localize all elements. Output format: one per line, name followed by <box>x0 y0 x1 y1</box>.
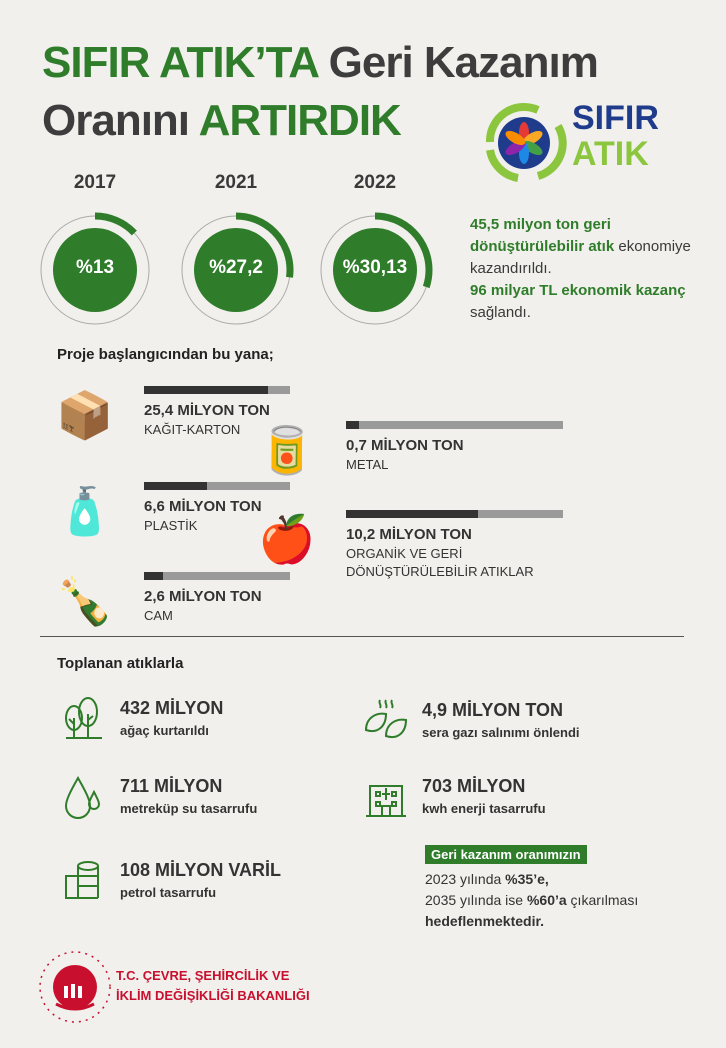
goal-l1a: 2023 yılında <box>425 871 506 887</box>
water-drop-icon <box>58 772 108 822</box>
saving-value: 703 MİLYON <box>422 776 526 796</box>
summary-text-1: ekonomiye kazandırıldı. <box>470 238 691 277</box>
saving-label: petrol tasarrufu <box>120 885 217 900</box>
material-icon-0: 📦 <box>56 389 114 441</box>
title-line-1 <box>42 38 598 88</box>
material-bar <box>144 572 290 580</box>
goal-tag: Geri kazanım oranımızın <box>425 845 587 864</box>
ministry-line-2: İKLİM DEĞİŞİKLİĞİ BAKANLIĞI <box>116 988 310 1003</box>
saving-label: sera gazı salınımı önlendi <box>422 725 580 740</box>
goal-text <box>425 869 638 932</box>
leaf-icon <box>360 696 410 746</box>
title-dark: Geri Kazanım <box>317 38 598 87</box>
rate-value: %30,13 <box>342 257 408 278</box>
title-line-2 <box>42 96 401 146</box>
material-label: KAĞIT-KARTON <box>144 422 241 437</box>
saving-value: 432 MİLYON <box>120 698 224 718</box>
material-icon-4: 🍎 <box>258 513 316 565</box>
material-label: METAL <box>346 457 389 472</box>
ministry-line-1: T.C. ÇEVRE, ŞEHİRCİLİK VE <box>116 968 290 983</box>
saving-label: ağaç kurtarıldı <box>120 723 209 738</box>
rate-value: %13 <box>75 257 115 278</box>
material-label: PLASTİK <box>144 518 198 533</box>
savings-heading: Toplanan atıklarla <box>57 655 184 672</box>
material-bar-fill <box>144 482 207 490</box>
material-label: CAM <box>144 608 173 623</box>
rate-year: 2022 <box>353 172 397 193</box>
rate-year: 2021 <box>214 172 258 193</box>
material-value: 2,6 MİLYON TON <box>144 588 262 605</box>
title-green: SIFIR ATIK’TA <box>42 38 318 87</box>
rate-year: 2017 <box>73 172 117 193</box>
material-bar-fill <box>346 421 359 429</box>
summary-text <box>470 214 710 324</box>
materials-heading: Proje başlangıcından bu yana; <box>57 346 274 363</box>
saving-value: 711 MİLYON <box>120 776 223 796</box>
logo-line-1: SIFIR <box>572 99 659 137</box>
goal-l2a: 2035 yılında ise <box>425 892 527 908</box>
material-value: 0,7 MİLYON TON <box>346 437 464 454</box>
summary-bold-1: 45,5 milyon ton geri dönüştürülebilir atık <box>470 216 615 255</box>
ministry-seal-icon <box>38 948 112 1026</box>
goal-l2b: %60’a <box>526 892 567 908</box>
material-bar-fill <box>144 572 163 580</box>
material-bar <box>346 421 563 429</box>
logo-line-2: ATIK <box>572 135 649 173</box>
logo-text <box>572 100 659 172</box>
saving-label: metreküp su tasarrufu <box>120 801 258 816</box>
rate-value: %27,2 <box>209 257 263 278</box>
title-dark: Oranını <box>42 96 199 145</box>
summary-bold-2: 96 milyar TL ekonomik kazanç <box>470 282 686 299</box>
material-bar <box>144 482 290 490</box>
divider <box>40 636 684 637</box>
saving-label: kwh enerji tasarrufu <box>422 801 546 816</box>
ministry-name <box>116 966 310 1006</box>
goal-l3: hedeflenmektedir. <box>425 913 545 929</box>
summary-text-2: sağlandı. <box>470 304 531 321</box>
material-value: 10,2 MİLYON TON <box>346 526 472 543</box>
material-value: 6,6 MİLYON TON <box>144 498 262 515</box>
material-icon-3: 🥫 <box>258 424 316 476</box>
goal-l2c: çıkarılması <box>566 892 639 908</box>
material-bar <box>144 386 290 394</box>
material-bar-fill <box>346 510 478 518</box>
material-icon-2: 🍾 <box>56 575 114 627</box>
building-icon <box>360 772 410 822</box>
material-value: 25,4 MİLYON TON <box>144 402 270 419</box>
material-label: ORGANİK VE GERİ DÖNÜŞTÜRÜLEBİLİR ATIKLAR <box>346 546 534 579</box>
tree-icon <box>58 694 108 744</box>
saving-value: 4,9 MİLYON TON <box>422 700 564 720</box>
goal-l1b: %35’e, <box>505 871 549 887</box>
oil-barrel-icon <box>58 856 108 906</box>
saving-value: 108 MİLYON VARİL <box>120 860 282 880</box>
title-green: ARTIRDIK <box>198 96 401 145</box>
material-bar <box>346 510 563 518</box>
material-bar-fill <box>144 386 268 394</box>
material-icon-1: 🧴 <box>56 485 114 537</box>
